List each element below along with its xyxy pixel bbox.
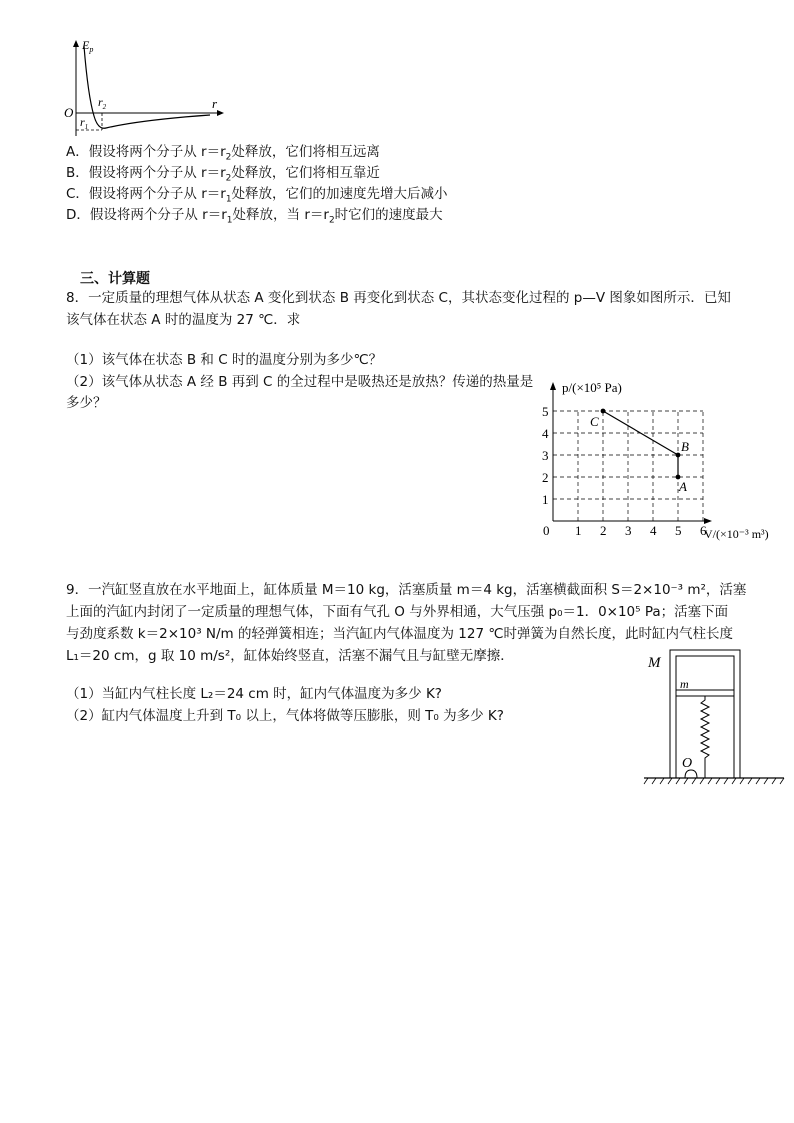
option-d: D．假设将两个分子从 $r=r_1$处释放，当 $r=r_2$时它们的速度最大 (66, 207, 443, 226)
pv-points (590, 409, 689, 494)
ep-label: $E_p$ (82, 38, 94, 54)
r2-label: $r_2$ (98, 95, 107, 111)
label-M: M (648, 655, 661, 671)
vent-hole-O (685, 770, 697, 778)
option-a: A．假设将两个分子从 $r=r_2$处释放，它们将相互远离 (66, 144, 380, 163)
ep-axis-arrow (73, 40, 79, 47)
q9-stem-line1: 9．一汽缸竖直放在水平地面上，缸体质量 M＝10 kg，活塞质量 m＝4 kg，活塞横截面积 S＝2×10⁻³ m²，活塞 (66, 582, 747, 598)
pv-point-label-C: C (590, 414, 599, 429)
pv-y-label: p/(×10⁵ Pa) (562, 380, 622, 395)
r-label: r (212, 96, 218, 111)
pv-x-label: V/(×10⁻³ m³) (704, 527, 769, 541)
pv-y-tick-label: 2 (542, 470, 549, 485)
q8-stem-line1: 8．一定质量的理想气体从状态 A 变化到状态 B 再变化到状态 C，其状态变化过程的 p—V 图象如图所示．已知 (66, 290, 731, 306)
pv-point-label-B: B (681, 439, 689, 454)
pv-y-axis-arrow (550, 382, 556, 390)
r-axis-arrow (217, 110, 224, 116)
pv-point-C (601, 409, 606, 414)
pv-x-tick-label: 6 (700, 523, 707, 538)
spring (701, 696, 709, 778)
pv-point-B (676, 453, 681, 458)
pv-x-tick-label: 0 (543, 523, 550, 538)
pv-x-tick-label: 5 (675, 523, 682, 538)
ep-curve (84, 46, 210, 128)
section-title: 三、计算题 (80, 271, 150, 287)
pv-x-tick-label: 1 (575, 523, 582, 538)
pv-point-label-A: A (679, 479, 687, 494)
pv-x-tick-label: 2 (600, 523, 607, 538)
option-b: B．假设将两个分子从 $r=r_2$处释放，它们将相互靠近 (66, 165, 380, 184)
label-m: m (680, 677, 689, 691)
q8-stem-line2: 该气体在状态 A 时的温度为 27 ℃．求 (66, 312, 301, 328)
pv-y-tick-label: 4 (542, 426, 549, 441)
q8-sub2-line1: （2）该气体从状态 A 经 B 再到 C 的全过程中是吸热还是放热？传递的热量是 (66, 374, 534, 390)
pv-x-tick-label: 4 (650, 523, 657, 538)
pv-grid (553, 411, 703, 521)
origin-label: O (64, 105, 74, 120)
q8-sub1: （1）该气体在状态 B 和 C 时的温度分别为多少℃？ (66, 352, 383, 368)
q9-sub2: （2）缸内气体温度上升到 T₀ 以上，气体将做等压膨胀，则 T₀ 为多少 K? (66, 708, 504, 724)
pv-y-tick-label: 5 (542, 404, 549, 419)
r1-label: $r_1$ (80, 115, 89, 131)
cylinder-figure (640, 648, 790, 788)
potential-energy-figure (60, 36, 230, 140)
q8-sub2-line2: 多少？ (66, 395, 107, 411)
ground-hatch (644, 778, 784, 784)
q9-stem-line3: 与劲度系数 k＝2×10³ N/m 的轻弹簧相连；当汽缸内气体温度为 127 ℃时弹簧为自然长度，此时缸内气柱长度 (66, 626, 733, 642)
pv-chart (538, 374, 788, 544)
label-O: O (682, 756, 693, 771)
pv-process-lines (603, 411, 678, 477)
q9-sub1: （1）当缸内气柱长度 L₂＝24 cm 时，缸内气体温度为多少 K? (66, 686, 442, 702)
q9-stem-line4: L₁＝20 cm，g 取 10 m/s²，缸体始终竖直，活塞不漏气且与缸壁无摩擦． (66, 648, 514, 664)
pv-y-tick-label: 3 (542, 448, 549, 463)
q9-stem-line2: 上面的汽缸内封闭了一定质量的理想气体，下面有气孔 O 与外界相通，大气压强 p₀＝1．0×10⁵ Pa；活塞下面 (66, 604, 729, 620)
option-c: C．假设将两个分子从 $r=r_1$处释放，它们的加速度先增大后减小 (66, 186, 448, 205)
pv-x-tick-label: 3 (625, 523, 632, 538)
pv-y-tick-label: 1 (542, 492, 549, 507)
